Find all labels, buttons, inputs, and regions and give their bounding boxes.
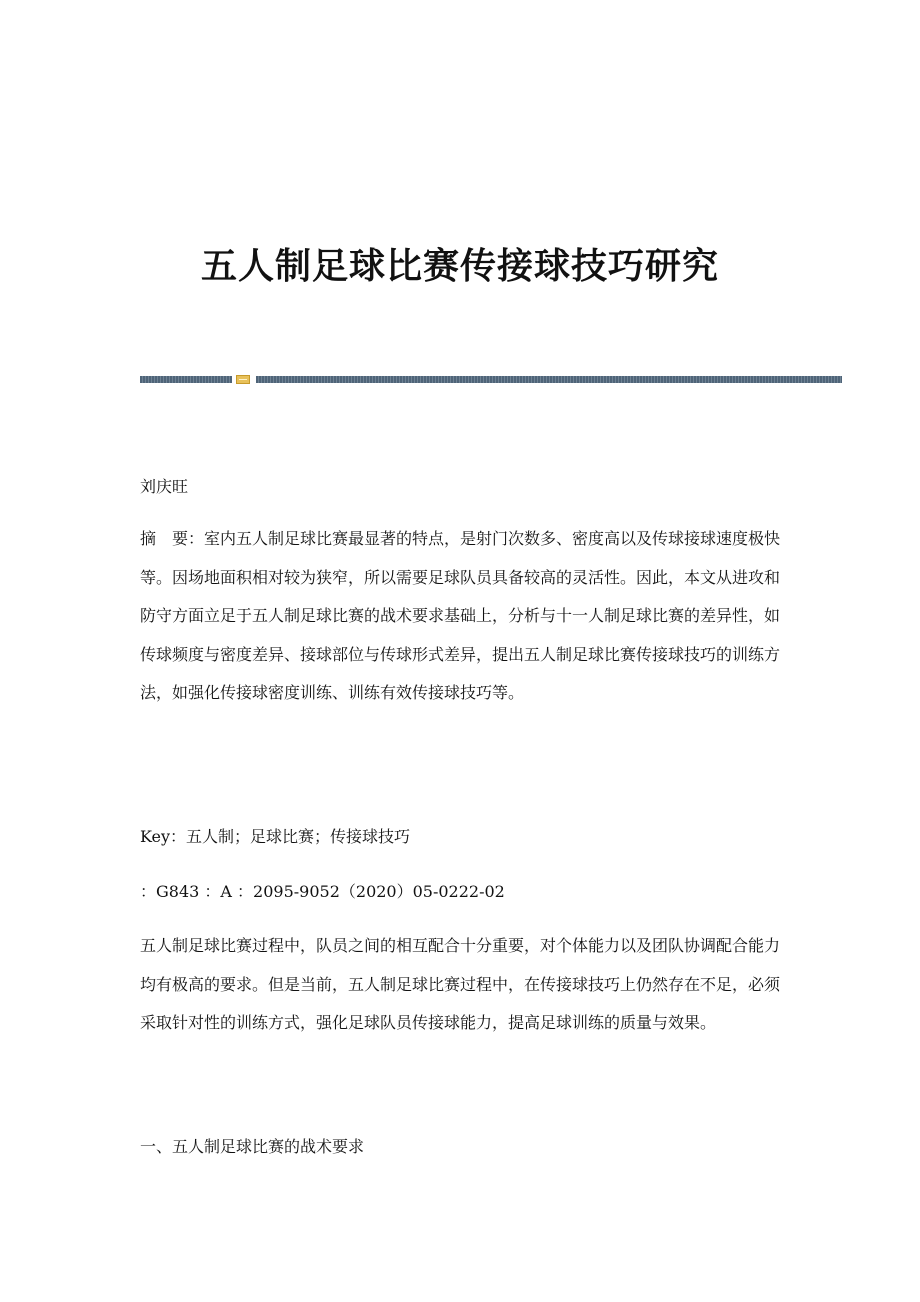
divider-ornament-icon [236,375,250,384]
keywords-line: Key：五人制；足球比赛；传接球技巧 [140,827,411,846]
author-name: 刘庆旺 [140,477,189,496]
section-heading: 一、五人制足球比赛的战术要求 [140,1137,365,1156]
title-divider [140,375,842,384]
divider-bar-right [256,376,842,383]
abstract-paragraph: 摘 要：室内五人制足球比赛最显著的特点，是射门次数多、密度高以及传球接球速度极快等。因场地面积相对较为狭窄，所以需要足球队员具备较高的灵活性。因此，本文从进攻和防守方面立足于五人制足球比赛的战术要求基础上，分析与十一人制足球比赛的差异性，如传球频度与密度差异、接球部位与传球形式差异，提出五人制足球比赛传接球技巧的训练方法，如强化传接球密度训练、训练有效传接球技巧等。 [140,529,781,702]
classification-line: ：G843 ：A ：2095-9052（2020）05-0222-02 [140,882,505,901]
intro-paragraph: 五人制足球比赛过程中，队员之间的相互配合十分重要，对个体能力以及团队协调配合能力均有极高的要求。但是当前，五人制足球比赛过程中，在传接球技巧上仍然存在不足，必须采取针对性的训练方式，强化足球队员传接球能力，提高足球训练的质量与效果。 [140,936,781,1032]
divider-bar-left [140,376,232,383]
document-title: 五人制足球比赛传接球技巧研究 [200,245,719,288]
